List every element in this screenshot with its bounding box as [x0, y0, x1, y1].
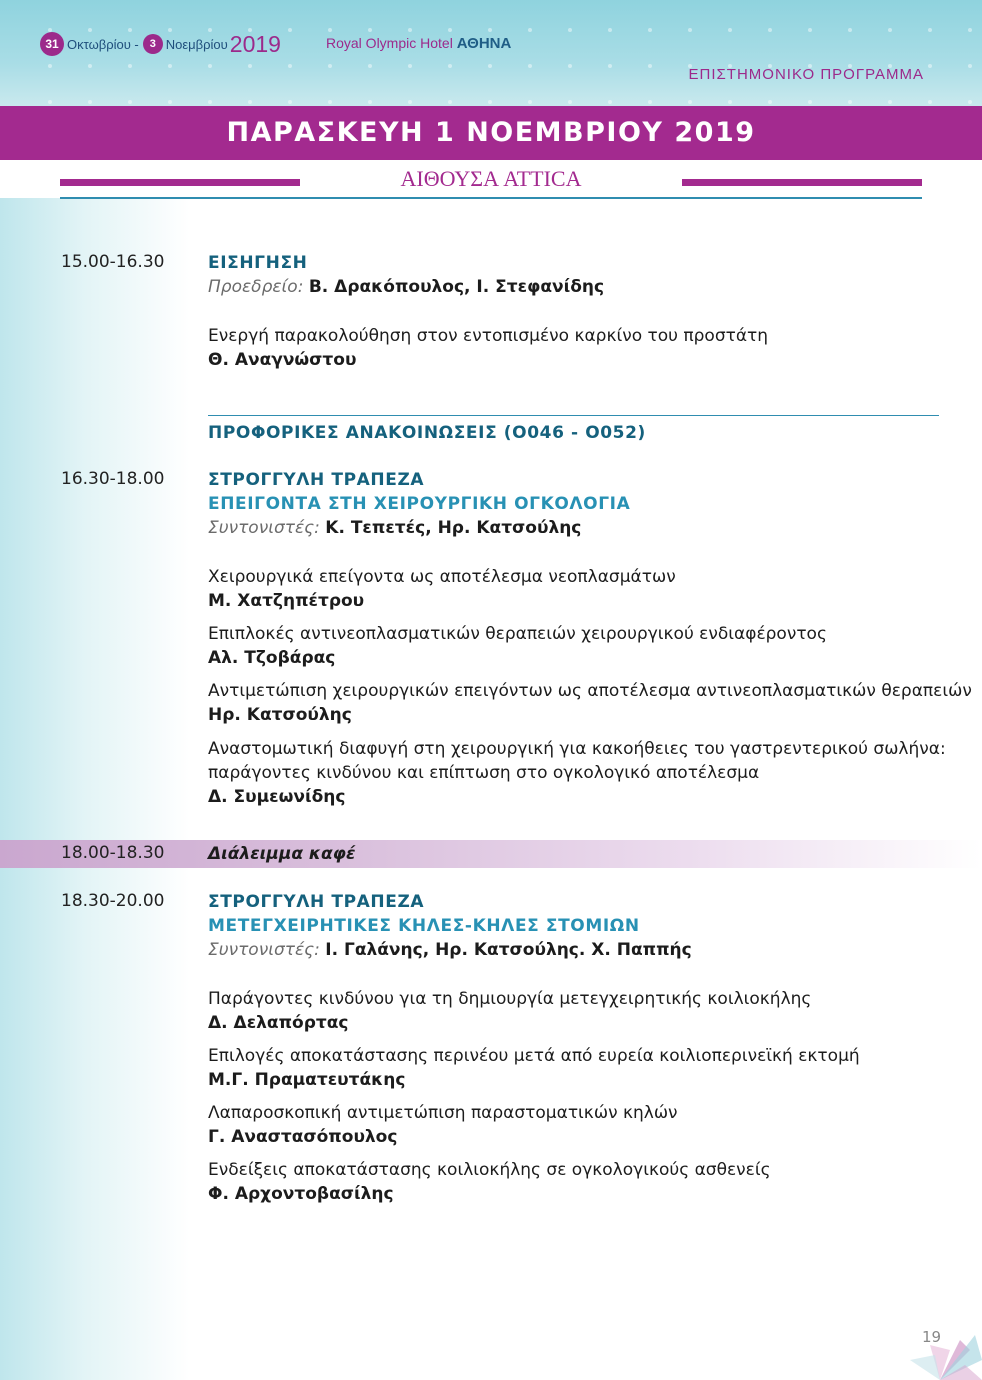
venue — [326, 35, 511, 52]
header-dot — [808, 100, 812, 104]
chair-label: Συντονιστές: — [208, 518, 320, 538]
header-dot — [568, 64, 572, 68]
header-dot — [408, 100, 412, 104]
header-dot — [848, 28, 852, 32]
header-dot — [888, 100, 892, 104]
header-dot — [208, 100, 212, 104]
header-dot — [448, 100, 452, 104]
header-dot — [968, 100, 972, 104]
room-heading — [60, 164, 922, 200]
header-dot — [528, 100, 532, 104]
header-dot — [488, 100, 492, 104]
header-dot — [528, 64, 532, 68]
header-dot — [408, 64, 412, 68]
talk-title: Αντιμετώπιση χειρουργικών επειγόντων ως αποτέλεσμα αντινεοπλασματικών θεραπειών — [208, 681, 972, 701]
header-dot — [88, 100, 92, 104]
talk-speaker: Δ. Συμεωνίδης — [208, 787, 346, 807]
talk-speaker: Αλ. Τζοβάρας — [208, 648, 336, 668]
header-dot — [488, 64, 492, 68]
break-label: Διάλειμμα καφέ — [208, 844, 356, 864]
header-dot — [648, 28, 652, 32]
chair-names: Κ. Τεπετές, Ηρ. Κατσούλης — [325, 518, 582, 538]
session-chairs — [208, 938, 692, 962]
header-dot — [368, 64, 372, 68]
city-name: ΑΘΗΝΑ — [456, 35, 512, 52]
header-dot — [328, 64, 332, 68]
talk-title: Επιλογές αποκατάστασης περινέου μετά από ευρεία κοιλιοπερινεϊκή εκτομή — [208, 1046, 860, 1066]
page-number: 19 — [922, 1328, 942, 1346]
header-dot — [128, 64, 132, 68]
header-dot — [328, 100, 332, 104]
oral-presentations: ΠΡΟΦΟΡΙΚΕΣ ΑΝΑΚΟΙΝΩΣΕΙΣ (Ο046 - Ο052) — [208, 423, 646, 443]
left-gradient-band — [0, 198, 190, 1380]
talk-speaker: Θ. Αναγνώστου — [208, 350, 357, 370]
talk-speaker: Ηρ. Κατσούλης — [208, 705, 352, 725]
start-day-badge: 31 — [40, 32, 64, 56]
header-dot — [728, 28, 732, 32]
room-bar-right — [682, 179, 922, 186]
session-type: ΣΤΡΟΓΓΥΛΗ ΤΡΑΠΕΖΑ — [208, 892, 425, 912]
header-dot — [688, 100, 692, 104]
talk-title: Χειρουργικά επείγοντα ως αποτέλεσμα νεοπλασμάτων — [208, 567, 676, 587]
header-dot — [648, 64, 652, 68]
header-dot — [48, 64, 52, 68]
header-dot — [48, 100, 52, 104]
session-time: 18.30-20.00 — [61, 891, 165, 911]
end-day-badge: 3 — [143, 34, 163, 54]
header-dot — [728, 100, 732, 104]
room-title: ΑΙΘΟΥΣΑ ATTICA — [400, 166, 582, 191]
session-chairs — [208, 275, 604, 299]
header-dot — [808, 28, 812, 32]
divider-line — [208, 415, 939, 416]
header-dot — [848, 100, 852, 104]
event-year: 2019 — [229, 30, 281, 57]
header-dot — [208, 64, 212, 68]
header-dot — [608, 28, 612, 32]
chair-names: Ι. Γαλάνης, Ηρ. Κατσούλης. Χ. Παππής — [325, 940, 692, 960]
section-title: ΕΠΙΣΤΗΜΟΝΙΚΟ ΠΡΟΓΡΑΜΜΑ — [688, 66, 924, 83]
header-dot — [288, 100, 292, 104]
header-dot — [888, 28, 892, 32]
header-dot — [248, 100, 252, 104]
chair-label: Προεδρείο: — [208, 277, 304, 297]
header-dot — [608, 100, 612, 104]
session-chairs — [208, 516, 581, 540]
header-dot — [448, 64, 452, 68]
talk-speaker: Δ. Δελαπόρτας — [208, 1013, 349, 1033]
session-time: 16.30-18.00 — [61, 469, 165, 489]
header-dot — [568, 100, 572, 104]
header-dot — [608, 64, 612, 68]
session-type: ΣΤΡΟΓΓΥΛΗ ΤΡΑΠΕΖΑ — [208, 470, 425, 490]
header-dot — [368, 100, 372, 104]
header-dot — [688, 28, 692, 32]
header-dot — [88, 64, 92, 68]
talk-speaker: Μ. Χατζηπέτρου — [208, 591, 365, 611]
session-subtitle: ΜΕΤΕΓΧΕΙΡΗΤΙΚΕΣ ΚΗΛΕΣ-ΚΗΛΕΣ ΣΤΟΜΙΩΝ — [208, 916, 640, 936]
talk-speaker: Γ. Αναστασόπουλος — [208, 1127, 398, 1147]
talk-title: Ενεργή παρακολούθηση στον εντοπισμένο καρκίνο του προστάτη — [208, 326, 769, 346]
talk-title: Επιπλοκές αντινεοπλασματικών θεραπειών χειρουργικού ενδιαφέροντος — [208, 624, 827, 644]
end-month: Νοεμβρίου — [165, 36, 228, 52]
talk-title: Λαπαροσκοπική αντιμετώπιση παραστοματικών κηλών — [208, 1103, 678, 1123]
header-dot — [568, 28, 572, 32]
header-dot — [328, 28, 332, 32]
header-dot — [928, 100, 932, 104]
session-type: ΕΙΣΗΓΗΣΗ — [208, 253, 308, 273]
header-dot — [648, 100, 652, 104]
talk-speaker: Φ. Αρχοντοβασίλης — [208, 1184, 394, 1204]
header-dot — [288, 64, 292, 68]
talk-speaker: Μ.Γ. Πραματευτάκης — [208, 1070, 406, 1090]
header-dot — [368, 28, 372, 32]
room-underline — [60, 197, 922, 199]
header-dot — [288, 28, 292, 32]
day-title: ΠΑΡΑΣΚΕΥΗ 1 ΝΟΕΜΒΡΙΟΥ 2019 — [0, 106, 982, 160]
session-subtitle: ΕΠΕΙΓΟΝΤΑ ΣΤΗ ΧΕΙΡΟΥΡΓΙΚΗ ΟΓΚΟΛΟΓΙΑ — [208, 494, 631, 514]
header-dot — [768, 28, 772, 32]
break-time: 18.00-18.30 — [61, 843, 165, 863]
event-dates — [40, 32, 281, 56]
header-dot — [128, 100, 132, 104]
talk-title: Παράγοντες κινδύνου για τη δημιουργία μετεγχειρητικής κοιλιοκήλης — [208, 989, 812, 1009]
talk-title: Αναστομωτική διαφυγή στη χειρουργική για κακοήθειες του γαστρεντερικού σωλήνα: — [208, 739, 946, 759]
header-dot — [248, 64, 252, 68]
start-month: Οκτωβρίου - — [67, 36, 139, 52]
talk-title-continued: παράγοντες κινδύνου και επίπτωση στο ογκολογικό αποτέλεσμα — [208, 763, 760, 783]
header-dot — [968, 64, 972, 68]
header-dot — [928, 64, 932, 68]
hotel-name: Royal Olympic Hotel — [326, 35, 453, 51]
talk-title: Ενδείξεις αποκατάστασης κοιλιοκήλης σε ογκολογικούς ασθενείς — [208, 1160, 771, 1180]
header-dot — [408, 28, 412, 32]
chair-names: Β. Δρακόπουλος, Ι. Στεφανίδης — [308, 277, 605, 297]
header-dot — [768, 100, 772, 104]
header-dot — [928, 28, 932, 32]
header-dot — [968, 28, 972, 32]
header-dot — [488, 28, 492, 32]
header-dot — [528, 28, 532, 32]
header-dot — [448, 28, 452, 32]
header-dot — [168, 100, 172, 104]
header-dot — [168, 64, 172, 68]
page-header — [0, 0, 982, 106]
session-time: 15.00-16.30 — [61, 252, 165, 272]
chair-label: Συντονιστές: — [208, 940, 320, 960]
